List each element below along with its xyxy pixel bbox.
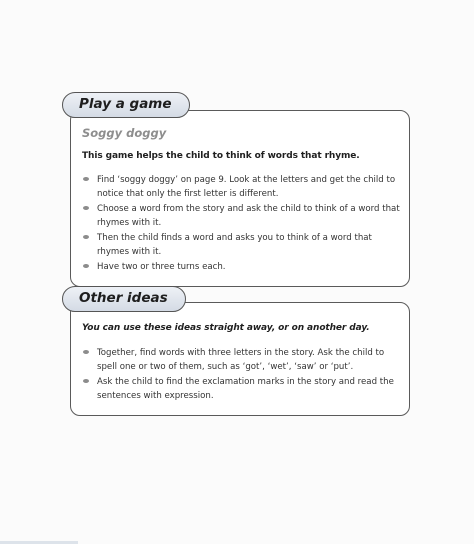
other-ideas-heading: Other ideas	[62, 286, 186, 312]
list-item	[82, 260, 404, 274]
bullet-dot-icon	[83, 350, 89, 354]
list-item-text: Ask the child to find the exclamation marks in the story and read the sentences with expression.	[97, 377, 394, 401]
other-intro-text: You can use these ideas straight away, or on another day.	[82, 323, 370, 333]
play-intro-text: This game helps the child to think of words that rhyme.	[82, 151, 360, 161]
list-item	[82, 231, 404, 259]
play-a-game-heading: Play a game	[62, 92, 190, 118]
list-item-text: Together, find words with three letters in the story. Ask the child to spell one or two of them, such as ‘got’, ‘wet’, ‘saw’ or ‘put’.	[97, 348, 385, 372]
list-item	[82, 375, 404, 403]
play-instructions-list	[82, 173, 404, 275]
bullet-dot-icon	[83, 177, 89, 181]
bullet-dot-icon	[83, 379, 89, 383]
list-item-text: Find ‘soggy doggy’ on page 9. Look at the letters and get the child to notice that only the first letter is different.	[97, 175, 396, 199]
list-item	[82, 346, 404, 374]
list-item	[82, 173, 404, 201]
bullet-dot-icon	[83, 264, 89, 268]
other-ideas-list	[82, 346, 404, 404]
list-item-text: Then the child finds a word and asks you to think of a word that rhymes with it.	[97, 233, 372, 257]
list-item-text: Have two or three turns each.	[97, 262, 226, 272]
list-item	[82, 202, 404, 230]
list-item-text: Choose a word from the story and ask the child to think of a word that rhymes with it.	[97, 204, 400, 228]
game-title: Soggy doggy	[82, 126, 167, 140]
bullet-dot-icon	[83, 206, 89, 210]
bullet-dot-icon	[83, 235, 89, 239]
